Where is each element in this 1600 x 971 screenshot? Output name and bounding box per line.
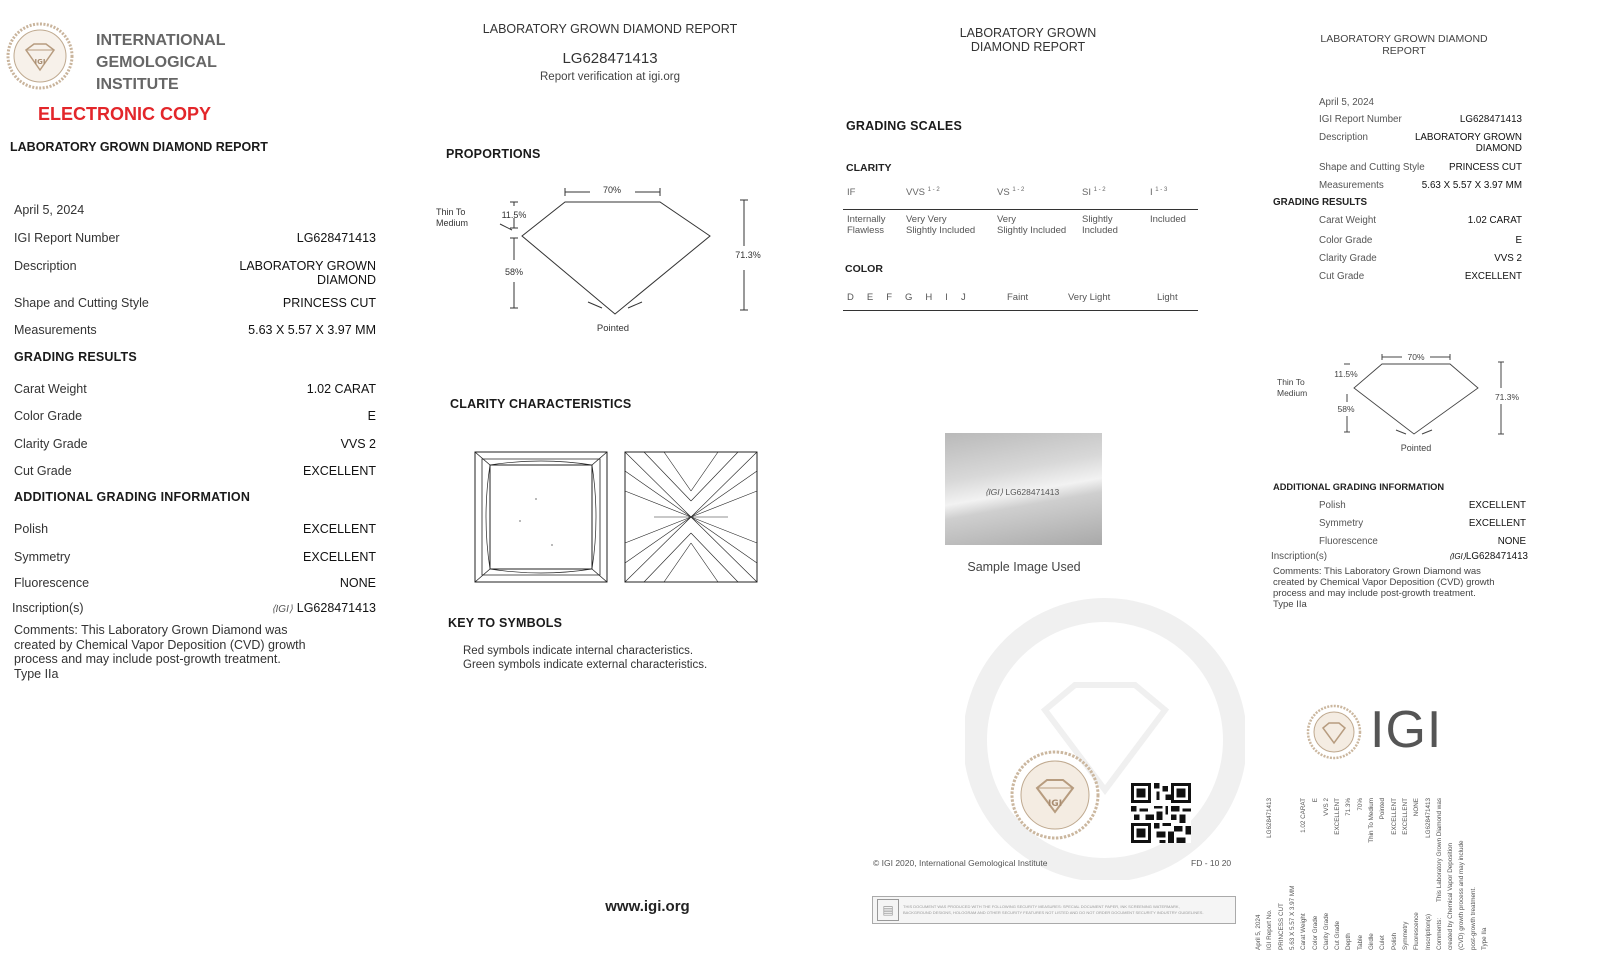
clarity-scale-title: CLARITY [846,162,892,174]
depth-percent: 71.3% [735,250,761,260]
clarity-desc-line: Included [1150,214,1186,225]
compact-culet-label: Pointed [1400,443,1432,453]
compact-row [1319,536,1526,547]
clarity-grade-sup: 1 - 2 [1012,187,1025,193]
compact-row [1319,97,1529,108]
compact-value: 5.63 X 5.57 X 3.97 MM [1421,180,1522,191]
vertical-strip-label: Fluorescence [1413,912,1421,950]
fluorescence-value: NONE [339,576,376,590]
vertical-strip-item [1379,790,1386,950]
color-letter: J [960,292,966,303]
description-line: DIAMOND [316,273,376,287]
inscription-row [12,601,376,615]
clarity-grade-label: VVS [906,187,926,199]
culet-label: Pointed [596,323,630,334]
vertical-strip-label: Cut Grade [1334,920,1342,950]
girdle-label: Thin To [436,207,466,217]
vertical-strip-value: Pointed [1379,798,1387,820]
compact-row [1319,114,1522,125]
scales-header-line: DIAMOND REPORT [970,40,1086,54]
compact-label: Clarity Grade [1319,253,1377,264]
description-value [239,259,376,287]
verification-note: Report verification at igi.org [540,71,680,83]
fluorescence-row [14,576,376,590]
key-to-symbols-title: KEY TO SYMBOLS [448,616,563,630]
vertical-strip-label: Girdle [1368,933,1375,950]
comments [14,623,306,681]
compact-row [1319,132,1522,154]
report-date-row [14,203,376,217]
compact-proportions-diagram [1272,346,1534,458]
clarity-desc [847,215,886,236]
vertical-strip-item [1312,790,1319,950]
clarity-grade-label: SI [1082,187,1091,199]
color-word: Very Light [1068,292,1111,303]
clarity-scale-rule [843,209,1198,210]
copyright: © IGI 2020, International Gemological Institute [873,858,1048,868]
field-label: Color Grade [14,409,83,423]
clarity-grade-label: VS [997,187,1010,199]
qr-code-icon[interactable] [1131,783,1191,843]
description-row [14,259,376,287]
comment-line: Type IIa [14,666,59,681]
website-link[interactable]: www.igi.org [605,898,690,915]
compact-girdle-label: Medium [1277,388,1308,398]
clarity-grade [847,187,855,198]
vertical-strip-label: (CVD) growth process and may include [1458,840,1466,950]
key-to-symbols-text [463,644,707,672]
report-date: April 5, 2024 [14,203,85,217]
vertical-strip-value: EXCELLENT [1401,798,1409,835]
color-word: Faint [1007,292,1029,303]
compact-girdle-label: Thin To [1277,377,1305,387]
color-value: E [367,409,376,423]
vertical-strip-item [1458,790,1465,950]
vertical-strip-label: Comments: [1435,917,1443,950]
clarity-grade-sup: 1 - 2 [927,187,940,193]
scales-header-line: LABORATORY GROWN [959,26,1097,40]
vertical-strip-label: Depth [1345,933,1353,950]
sample-inscription [985,487,1059,498]
inscription-value [272,601,376,615]
color-letter: H [925,292,933,303]
field-label: Inscription(s) [12,601,84,615]
svg-text:IGI: IGI [1047,799,1063,809]
additional-info-title: ADDITIONAL GRADING INFORMATION [14,490,251,504]
inscription-text: LG628471413 [296,601,376,615]
document-security-icon: ▤ [877,899,899,921]
compact-inscription: LG628471413 [1465,551,1528,562]
report-number: LG628471413 [296,231,376,245]
clarity-grade-label: I [1150,187,1153,199]
vertical-strip-value: 71.3% [1345,798,1353,816]
vertical-strip-label: Type IIa [1481,927,1488,950]
report-title: LABORATORY GROWN DIAMOND REPORT [10,140,268,154]
color-letter: E [866,292,874,303]
clarity-desc-line: Slightly Included [906,224,976,236]
compact-comment-line: Comments: This Laboratory Grown Diamond was [1273,566,1481,577]
clarity-row [14,437,376,451]
field-label: Fluorescence [14,576,90,590]
clarity-grade-label: IF [847,187,856,198]
compact-label: Color Grade [1319,235,1373,246]
vertical-strip-value: LG628471413 [1424,798,1432,838]
compact-value: LG628471413 [1459,114,1522,125]
clarity-grade-sup: 1 - 3 [1155,187,1168,193]
comment-line: Comments: This Laboratory Grown Diamond was [14,623,288,637]
comment-line: created by Chemical Vapor Deposition (CVD) growth [14,637,306,652]
vertical-strip-label: 5.63 X 5.57 X 3.97 MM [1288,885,1296,950]
compact-row [1319,253,1522,264]
field-label: Cut Grade [14,464,72,478]
color-letters [847,292,966,303]
vertical-strip-label: April 5, 2024 [1255,914,1262,950]
field-label: Symmetry [14,550,71,564]
compact-grading-title: GRADING RESULTS [1273,197,1367,208]
compact-comment-line: Type IIa [1273,599,1307,610]
security-text [903,904,1204,916]
igi-logo-icon: ⟨IGI⟩ [1448,552,1466,561]
compact-value [1415,132,1522,154]
compact-title: LABORATORY GROWN DIAMOND REPORT [1320,33,1488,57]
compact-row [1271,551,1528,562]
symmetry-value: EXCELLENT [303,550,376,564]
center-title: LABORATORY GROWN DIAMOND REPORT [482,22,738,36]
compact-label: Carat Weight [1319,215,1376,226]
cut-value: EXCELLENT [303,464,376,478]
symmetry-row [14,550,376,564]
clarity-desc-line: Slightly [1082,214,1113,225]
clarity-desc [997,215,1066,236]
compact-label: Cut Grade [1319,271,1365,282]
description-line: LABORATORY GROWN [239,259,376,273]
color-word: Light [1157,292,1178,303]
vertical-strip-value: This Laboratory Grown Diamond was [1435,798,1443,902]
institute-name-line: INSTITUTE [96,76,179,93]
sample-inscription-text: LG628471413 [1005,487,1060,497]
color-letter: D [847,292,854,303]
compact-label: Measurements [1319,180,1384,191]
clarity-desc [1150,215,1186,226]
vertical-strip-item [1357,790,1364,950]
electronic-copy-label: ELECTRONIC COPY [38,104,212,124]
compact-row [1319,180,1522,191]
vertical-strip-label: post-growth treatment. [1469,887,1477,950]
comment-line: process and may include post-growth treatment. [14,652,281,666]
compact-label: Symmetry [1319,518,1364,529]
vertical-strip-item [1425,790,1432,950]
field-label: Clarity Grade [14,437,88,451]
clarity-desc [1082,215,1118,236]
form-code: FD - 10 20 [1191,858,1232,868]
clarity-desc-line: Internally [847,214,886,225]
cut-row [14,464,376,478]
compact-crown-percent: 11.5% [1334,369,1358,379]
security-line: THIS DOCUMENT WAS PRODUCED WITH THE FOLLOWING SECURITY MEASURES: SPECIAL DOCUMENT PAPER, INK SCREENING WATERMARK, [903,904,1180,909]
clarity-desc-line: Slightly Included [997,224,1067,236]
compact-comment-line: process and may include post-growth treatment. [1273,588,1476,599]
scales-header [900,26,1156,54]
clarity-grade [1150,187,1167,198]
field-label: Carat Weight [14,382,87,396]
clarity-desc-line: Flawless [847,224,884,236]
color-row [14,409,376,423]
compact-pavilion-percent: 58% [1337,404,1355,414]
compact-value: 1.02 CARAT [1467,215,1522,226]
vertical-strip-item [1266,790,1273,950]
vertical-strip-label: Symmetry [1401,921,1409,950]
vertical-strip-item [1447,790,1454,950]
field-label: IGI Report Number [14,231,120,245]
svg-text:IGI: IGI [34,58,46,66]
igi-brand-seal-icon [1306,704,1362,760]
vertical-strip-item [1481,790,1488,950]
vertical-strip-value: E [1311,798,1319,803]
vertical-strip-label: Polish [1390,932,1398,950]
clarity-desc-line: Very [997,214,1017,225]
igi-logo-icon: ⟨IGI⟩ [271,604,293,615]
igi-gold-seal-icon [1010,750,1100,840]
proportions-diagram [430,178,770,348]
grading-results-title: GRADING RESULTS [14,350,137,364]
vertical-strip-label: Culet [1379,935,1387,950]
clarity-grade [997,187,1024,198]
compact-value: EXCELLENT [1464,271,1522,282]
vertical-strip-item [1413,790,1420,950]
field-label: Description [14,259,77,273]
compact-comment-line: created by Chemical Vapor Deposition (CVD) growth [1273,577,1495,588]
girdle-label: Medium [436,218,469,228]
compact-value: EXCELLENT [1468,518,1526,529]
vertical-strip-item [1470,790,1477,950]
center-report-number: LG628471413 [562,50,658,67]
igi-logo-icon: ⟨IGI⟩ [985,487,1006,497]
color-letter: F [886,292,893,303]
security-notice [872,896,1236,924]
institute-name-line: INTERNATIONAL [96,32,226,49]
color-scale-rule [843,310,1198,311]
compact-comments [1273,566,1495,610]
vertical-strip-item [1255,790,1262,950]
polish-value: EXCELLENT [303,522,376,536]
vertical-strip-value: NONE [1413,798,1421,817]
vertical-strip-label: Inscription(s) [1424,913,1432,950]
compact-label: Inscription(s) [1271,551,1328,562]
pavilion-percent: 58% [504,267,524,277]
color-letter: G [905,292,913,303]
vertical-strip-item [1391,790,1398,950]
polish-row [14,522,376,536]
institute-name [96,30,225,96]
clarity-grade [1082,187,1106,198]
compact-label: April 5, 2024 [1319,97,1375,108]
compact-label: IGI Report Number [1319,114,1402,125]
crown-view-diagram [474,451,608,583]
vertical-strip-label: PRINCESS CUT [1277,903,1285,950]
vertical-strip-label: IGI Report No. [1266,909,1274,950]
vertical-strip-label: created by Chemical Vapor Deposition [1447,843,1455,950]
compact-table-percent: 70% [1407,352,1425,362]
compact-desc-line: DIAMOND [1475,143,1522,154]
compact-row [1319,162,1522,173]
compact-row [1319,271,1522,282]
measurements-value: 5.63 X 5.57 X 3.97 MM [248,323,376,337]
compact-label: Fluorescence [1319,536,1378,547]
security-line: BACKGROUND DESIGNS, HOLOGRAM AND OTHER SECURITY FEATURES NOT LISTED AND DO NOT ORDER DOCUMENT SECURITY INDUSTRY GUIDELINES. [903,910,1204,915]
compact-label: Polish [1319,500,1346,511]
shape-row [14,296,376,310]
vertical-strip-value: VVS 2 [1322,798,1330,816]
compact-value [1449,551,1528,562]
color-letter: I [945,292,948,303]
vertical-strip-value: LG628471413 [1266,798,1274,838]
watermark-seal-icon [965,590,1245,880]
compact-label: Description [1319,132,1369,143]
shape-value: PRINCESS CUT [282,296,376,310]
compact-row [1319,215,1522,226]
igi-seal-icon [6,22,74,90]
vertical-strip-label: Clarity Grade [1322,912,1330,950]
carat-value: 1.02 CARAT [306,382,376,396]
vertical-summary-strip [1255,790,1505,950]
field-label: Measurements [14,323,97,337]
pavilion-view-diagram [624,451,758,583]
field-label: Polish [14,522,49,536]
vertical-strip-item [1300,790,1307,950]
clarity-desc [906,215,975,236]
compact-row [1319,500,1526,511]
vertical-strip-value: EXCELLENT [1390,798,1398,835]
vertical-strip-value: EXCELLENT [1334,798,1342,835]
vertical-strip-label: Carat Weight [1300,913,1308,950]
vertical-strip-item [1368,790,1375,950]
compact-desc-line: LABORATORY GROWN [1414,132,1522,143]
compact-value: E [1515,235,1522,246]
compact-value: PRINCESS CUT [1449,162,1522,173]
carat-row [14,382,376,396]
key-line: Red symbols indicate internal characteristics. [463,645,694,657]
sample-caption: Sample Image Used [967,560,1081,574]
vertical-strip-item [1345,790,1352,950]
compact-label: Shape and Cutting Style [1319,162,1425,173]
crown-percent: 11.5% [501,210,527,220]
table-percent: 70% [602,185,622,195]
proportions-title: PROPORTIONS [446,147,541,161]
vertical-strip-value: Thin To Medium [1368,798,1375,843]
clarity-desc-line: Included [1082,224,1118,236]
grading-scales-title: GRADING SCALES [846,119,963,133]
compact-additional-title: ADDITIONAL GRADING INFORMATION [1273,482,1445,492]
report-number-row [14,231,376,245]
sample-image [945,433,1102,545]
vertical-strip-item [1323,790,1330,950]
compact-row [1319,518,1526,529]
vertical-strip-label: Table [1356,934,1364,950]
clarity-value: VVS 2 [340,437,376,451]
vertical-strip-value: 1.02 CARAT [1300,798,1308,833]
clarity-characteristics-title: CLARITY CHARACTERISTICS [450,397,632,411]
compact-value: NONE [1497,536,1526,547]
color-scale-title: COLOR [845,263,883,275]
compact-row [1319,235,1522,246]
igi-brand: IGI [1370,701,1443,759]
vertical-strip-item [1402,790,1409,950]
measurements-row [14,323,376,337]
vertical-strip-item [1278,790,1285,950]
clarity-grade-sup: 1 - 2 [1093,187,1106,193]
compact-value: VVS 2 [1494,253,1522,264]
clarity-grade [906,187,940,198]
vertical-strip-item [1334,790,1341,950]
compact-depth-percent: 71.3% [1494,392,1520,402]
institute-name-line: GEMOLOGICAL [96,54,217,71]
vertical-strip-value: 70% [1356,798,1364,811]
vertical-strip-item [1289,790,1296,950]
key-line: Green symbols indicate external characteristics. [463,659,708,671]
vertical-strip-item [1436,790,1443,950]
field-label: Shape and Cutting Style [14,296,149,310]
clarity-desc-line: Very Very [906,214,947,225]
vertical-strip-label: Color Grade [1311,915,1319,950]
compact-value: EXCELLENT [1468,500,1526,511]
